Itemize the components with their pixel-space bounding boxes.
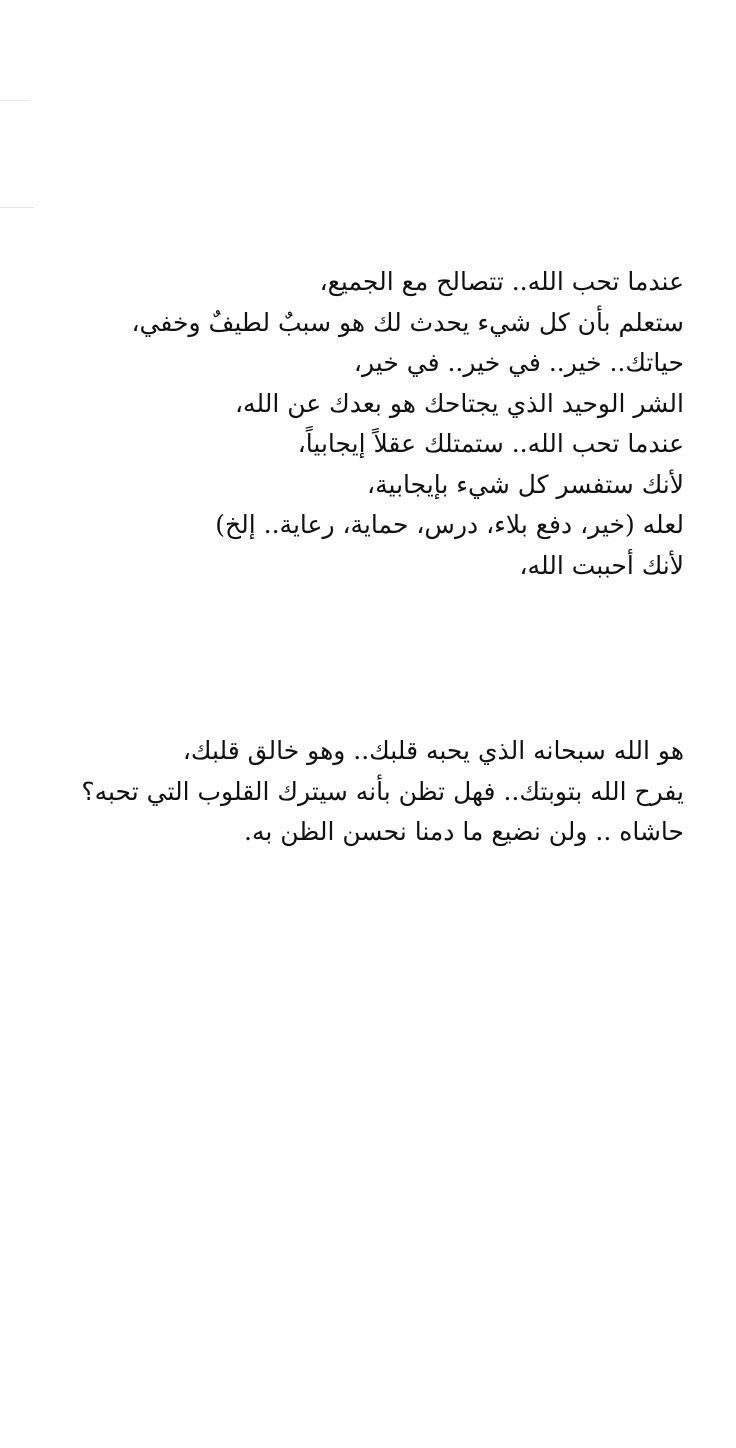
passage-one-line: لعله (خير، دفع بلاء، درس، حماية، رعاية.. إلخ) [215,510,684,539]
passage-one [131,262,684,586]
passage-two [81,731,684,853]
passage-one-line: عندما تحب الله.. تتصالح مع الجميع، [319,267,684,296]
passage-one-line: الشر الوحيد الذي يجتاحك هو بعدك عن الله، [234,388,684,418]
passage-two-line: يفرح الله بتوبتك.. فهل تظن بأنه سيترك القلوب التي تحبه؟ [81,776,684,806]
page-edge-mark-middle [0,207,34,208]
passage-one-line: لأنك أحببت الله، [519,550,684,580]
passage-one-line: حياتك.. خير.. في خير.. في خير، [353,348,684,377]
passage-one-line: ستعلم بأن كل شيء يحدث لك هو سببٌ لطيفٌ وخفي، [131,307,684,337]
page-edge-mark-top [0,100,28,101]
passage-two-line: هو الله سبحانه الذي يحبه قلبك.. وهو خالق قلبك، [182,736,684,765]
passage-one-line: عندما تحب الله.. ستمتلك عقلاً إيجابياً، [297,429,684,458]
passage-two-line: حاشاه .. ولن نضيع ما دمنا نحسن الظن به. [244,817,684,846]
passage-one-line: لأنك ستفسر كل شيء بإيجابية، [367,469,684,499]
